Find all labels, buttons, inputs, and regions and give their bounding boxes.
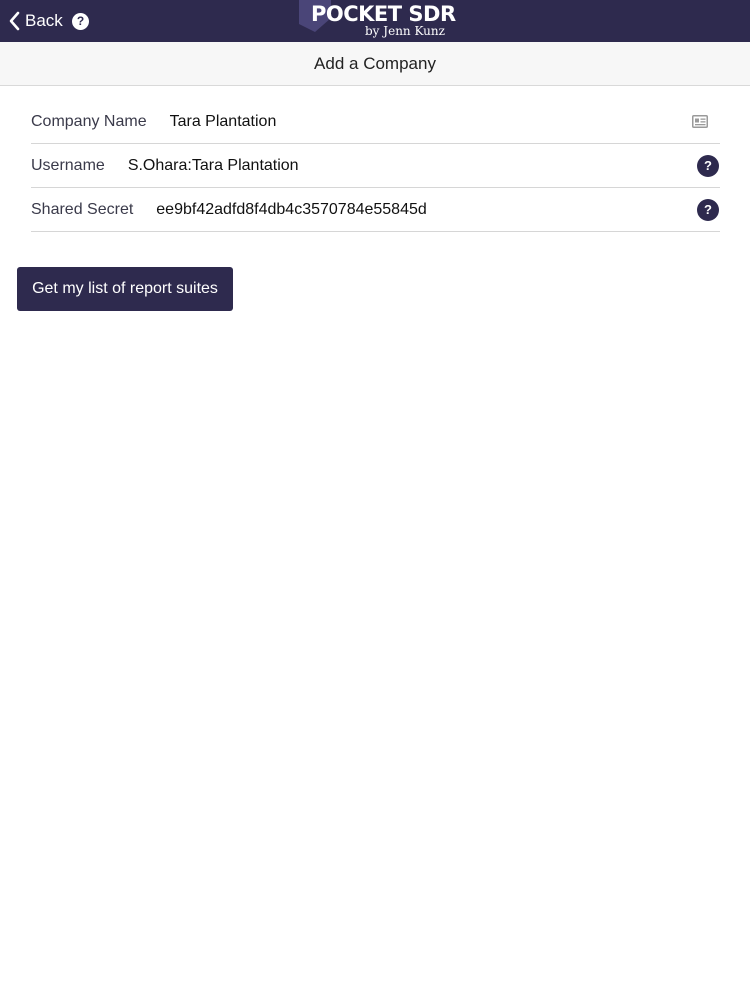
top-navigation-bar [0, 0, 750, 42]
company-name-label: Company Name [31, 112, 147, 130]
back-button[interactable] [8, 0, 63, 42]
back-label: Back [25, 11, 63, 30]
shared-secret-input[interactable]: ee9bf42adfd8f4db4c3570784e55845d [156, 200, 427, 218]
help-icon[interactable]: ? [697, 199, 719, 221]
help-icon[interactable]: ? [697, 155, 719, 177]
username-label: Username [31, 156, 105, 174]
contact-card-icon[interactable] [692, 115, 708, 128]
get-report-suites-button[interactable]: Get my list of report suites [17, 267, 233, 311]
shared-secret-row [31, 188, 720, 232]
page-title: Add a Company [0, 42, 750, 86]
company-name-row [31, 100, 720, 144]
logo-subtitle: by Jenn Kunz [365, 24, 445, 38]
pocket-sdr-logo [297, 0, 457, 42]
help-icon[interactable]: ? [72, 13, 89, 30]
username-row [31, 144, 720, 188]
add-company-form [31, 100, 720, 232]
shared-secret-label: Shared Secret [31, 200, 134, 218]
chevron-left-icon [8, 11, 20, 31]
username-input[interactable]: S.Ohara:Tara Plantation [127, 156, 299, 174]
company-name-input[interactable]: Tara Plantation [169, 112, 277, 130]
logo-title: POCKET SDR [311, 2, 456, 26]
